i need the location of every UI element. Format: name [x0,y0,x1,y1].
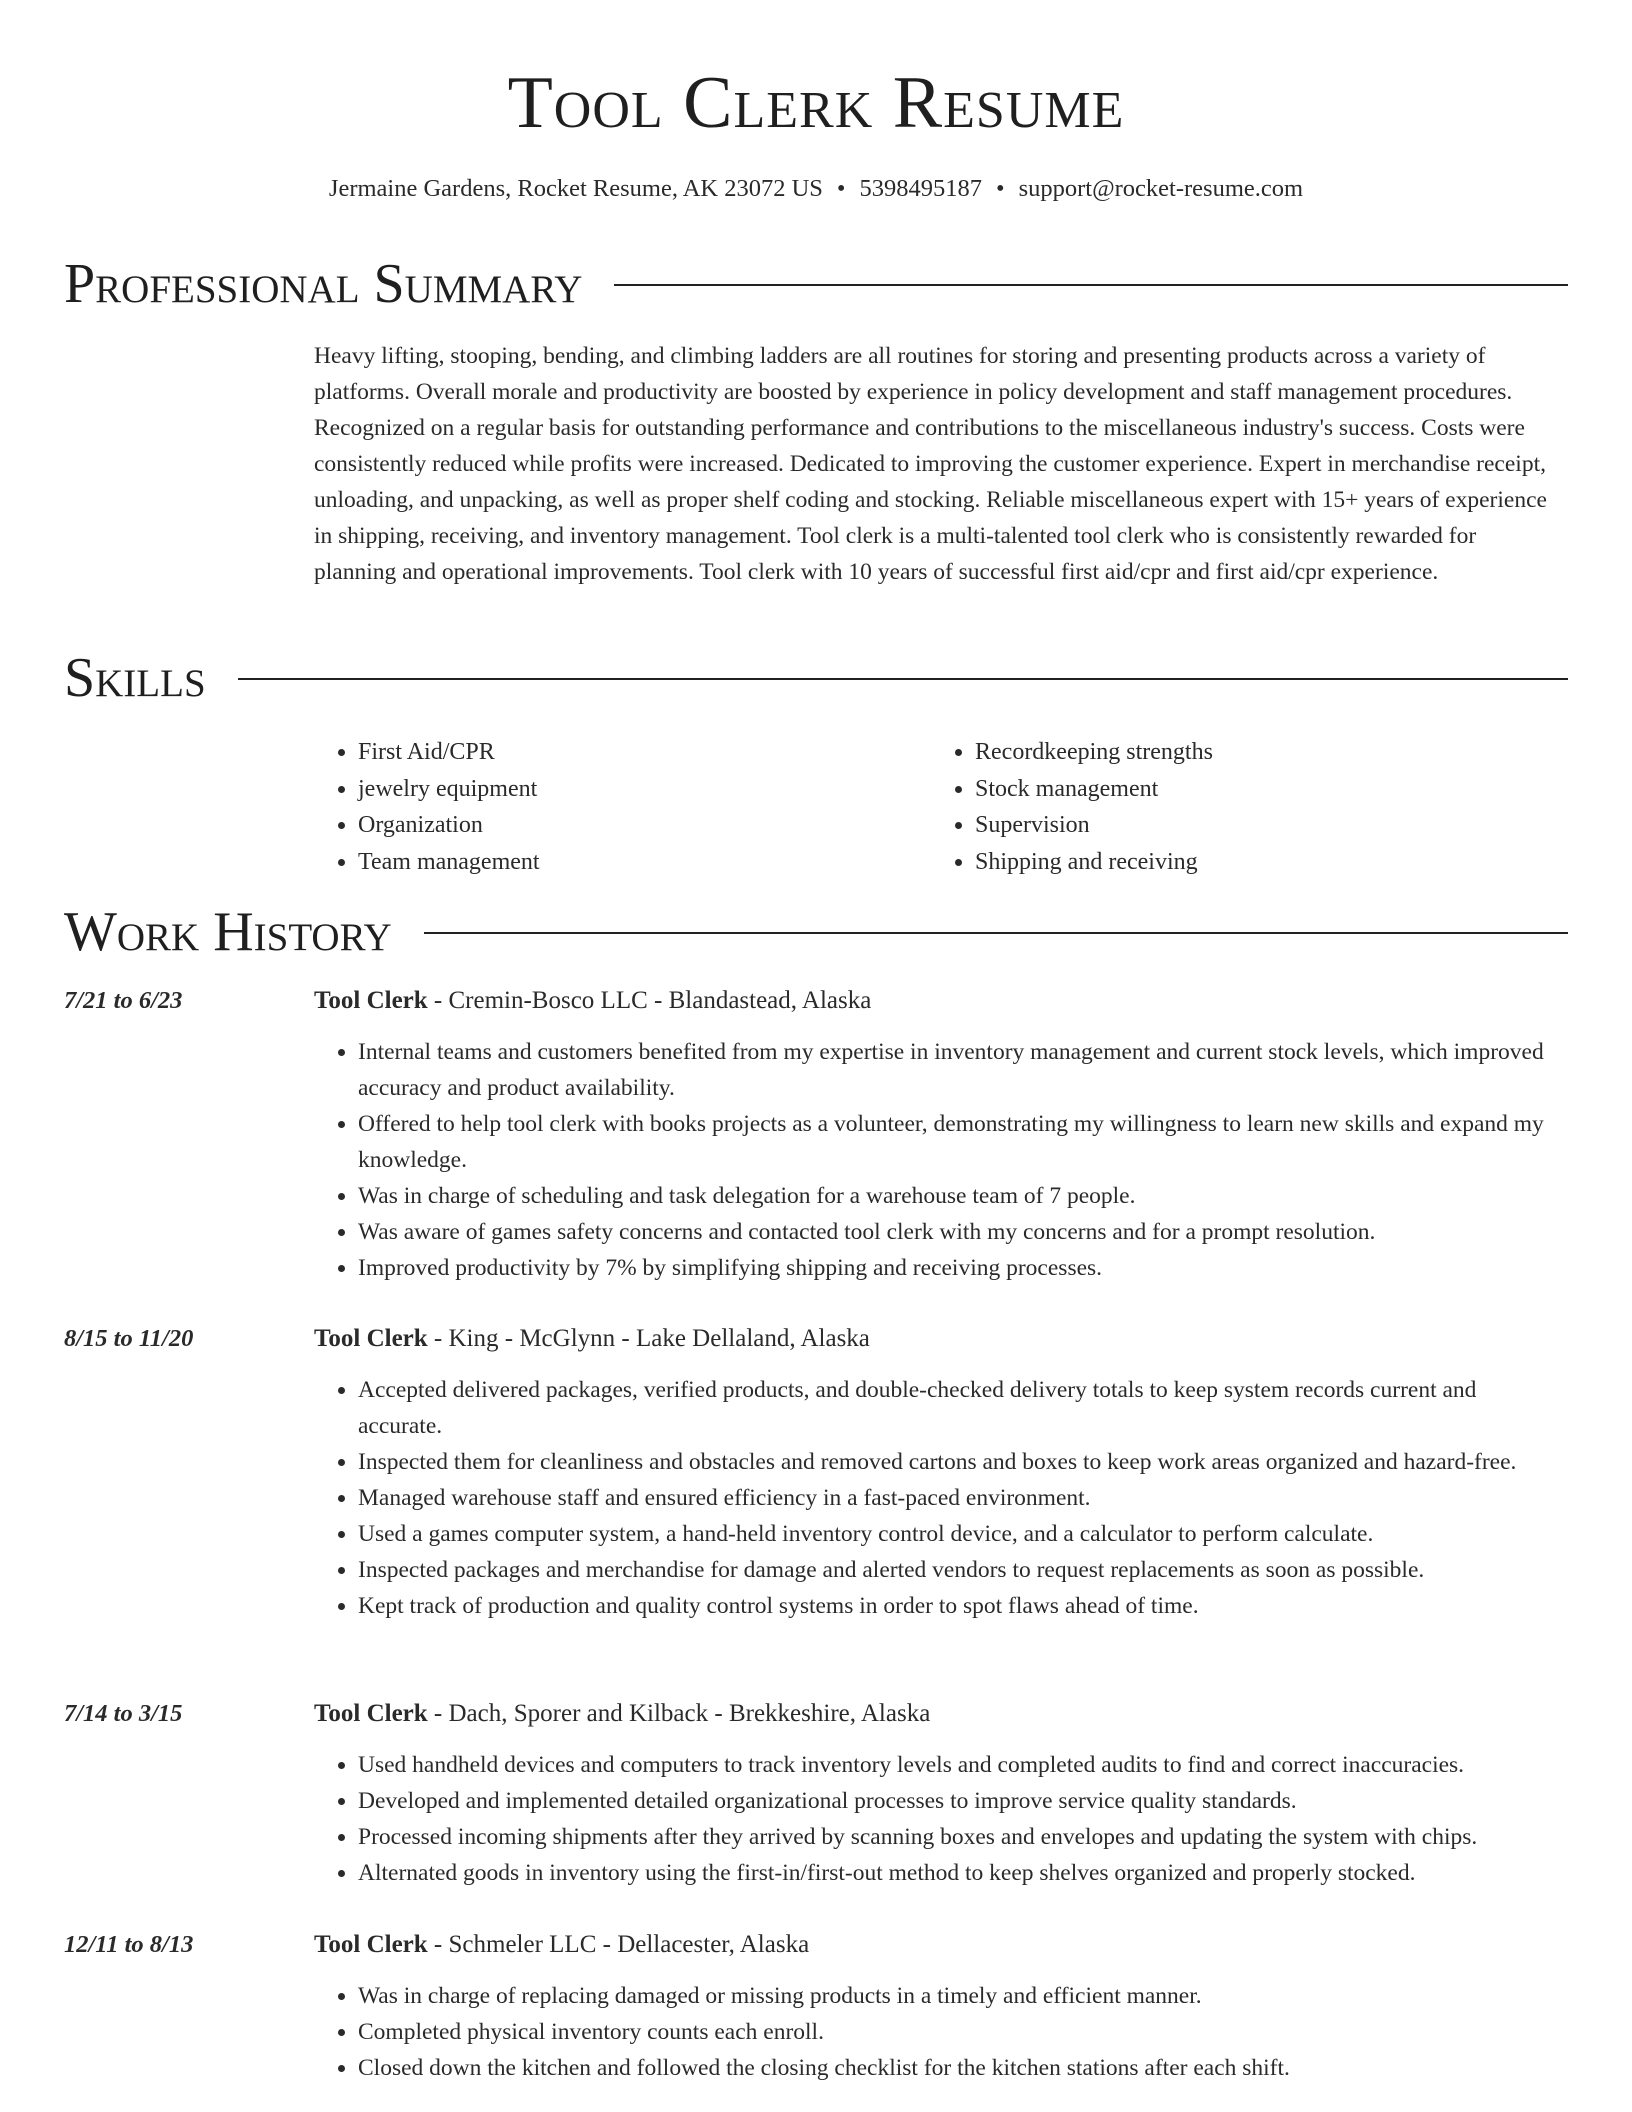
section-divider [424,932,1568,934]
contact-phone: 5398495187 [859,175,982,202]
skills-heading: Skills [64,647,206,709]
job-heading [314,984,871,1018]
job-duties [314,1978,1568,2086]
job-heading [314,1322,870,1356]
job-duty: • Offered to help tool clerk with books projects as a volunteer, demonstrating my willingness to learn new skills and expand my knowledge. [358,1106,1568,1178]
job-duty: • Managed warehouse staff and ensured efficiency in a fast-paced environment. [358,1480,1568,1516]
contact-separator: • [996,175,1005,202]
skill-item: • Shipping and receiving [975,844,1548,881]
skill-item: • Recordkeeping strengths [975,734,1548,771]
summary-section-header [64,252,1568,316]
job-duties [314,1747,1568,1891]
contact-separator: • [836,175,846,202]
skill-item: • Supervision [975,807,1548,844]
job-duty: • Inspected them for cleanliness and obstacles and removed cartons and boxes to keep work areas organized and hazard-free. [358,1444,1568,1480]
contact-address: Jermaine Gardens, Rocket Resume, AK 23072 US [328,175,823,202]
skills-column-right [931,734,1548,880]
summary-paragraph: Heavy lifting, stooping, bending, and climbing ladders are all routines for storing and presenting products across a variety of platforms. Overall morale and productivity are boosted by experience in policy development and staff management procedures. Recognized on a regular basis for outstanding performance and contributions to the miscellaneous industry's success. Costs were consistently reduced while profits were increased. Dedicated to improving the customer experience. Expert in merchandise receipt, unloading, and unpacking, as well as proper shelf coding and stocking. Reliable miscellaneous expert with 15+ years of experience in shipping, receiving, and inventory management. Tool clerk is a multi-talented tool clerk who is consistently rewarded for planning and operational improvements. Tool clerk with 10 years of successful first aid/cpr and first aid/cpr experience. [314,343,1547,585]
skill-item: • jewelry equipment [358,771,931,808]
skills-section-header [64,646,1568,710]
job-role: Tool Clerk [314,1931,428,1958]
job-role: Tool Clerk [314,1325,428,1352]
job-role: Tool Clerk [314,1700,428,1727]
job-duty: • Improved productivity by 7% by simplifying shipping and receiving processes. [358,1250,1568,1286]
skills-column-left [314,734,931,880]
job-company-location: - Dach, Sporer and Kilback - Brekkeshire, Alaska [427,1700,931,1727]
job-duty: • Alternated goods in inventory using the first-in/first-out method to keep shelves organized and properly stocked. [358,1855,1568,1891]
contact-email[interactable]: support@rocket-resume.com [1018,175,1304,202]
section-divider [614,284,1568,286]
job-duty: • Used a games computer system, a hand-held inventory control device, and a calculator to perform calculate. [358,1516,1568,1552]
section-divider [238,678,1568,680]
skill-item: • First Aid/CPR [358,734,931,771]
summary-heading: Professional Summary [64,253,583,315]
job-duties [314,1034,1568,1286]
skill-item: • Stock management [975,771,1548,808]
skill-item: • Organization [358,807,931,844]
job-duty: • Was in charge of scheduling and task delegation for a warehouse team of 7 people. [358,1178,1568,1214]
job-duty: • Accepted delivered packages, verified products, and double-checked delivery totals to keep system records current and accurate. [358,1372,1568,1444]
job-duty: • Inspected packages and merchandise for damage and alerted vendors to request replacements as soon as possible. [358,1552,1568,1588]
job-heading [314,1928,809,1962]
work-history-heading: Work History [64,901,392,963]
job-dates: 12/11 to 8/13 [64,1931,194,1958]
job-duty: • Closed down the kitchen and followed the closing checklist for the kitchen stations after each shift. [358,2050,1568,2086]
job-dates: 7/21 to 6/23 [64,987,183,1014]
contact-line [0,172,1632,206]
job-duty: • Kept track of production and quality control systems in order to spot flaws ahead of time. [358,1588,1568,1624]
job-duty: • Internal teams and customers benefited from my expertise in inventory management and current stock levels, which improved accuracy and product availability. [358,1034,1568,1106]
job-duty: • Was aware of games safety concerns and contacted tool clerk with my concerns and for a prompt resolution. [358,1214,1568,1250]
job-duty: • Completed physical inventory counts each enroll. [358,2014,1568,2050]
job-duty: • Developed and implemented detailed organizational processes to improve service quality standards. [358,1783,1568,1819]
job-heading [314,1697,930,1731]
job-dates: 7/14 to 3/15 [64,1700,183,1727]
job-company-location: - Schmeler LLC - Dellacester, Alaska [427,1931,810,1958]
job-role: Tool Clerk [314,987,428,1014]
work-history-section-header [64,900,1568,964]
job-dates: 8/15 to 11/20 [64,1325,194,1352]
skill-item: • Team management [358,844,931,881]
resume-title: Tool Clerk Resume [507,62,1125,144]
job-company-location: - Cremin-Bosco LLC - Blandastead, Alaska [427,987,872,1014]
job-duties [314,1372,1568,1624]
job-company-location: - King - McGlynn - Lake Dellaland, Alaska [427,1325,870,1352]
job-duty: • Was in charge of replacing damaged or missing products in a timely and efficient manner. [358,1978,1568,2014]
job-duty: • Used handheld devices and computers to track inventory levels and completed audits to find and correct inaccuracies. [358,1747,1568,1783]
skills-list [314,734,1568,880]
job-duty: • Processed incoming shipments after they arrived by scanning boxes and envelopes and updating the system with chips. [358,1819,1568,1855]
